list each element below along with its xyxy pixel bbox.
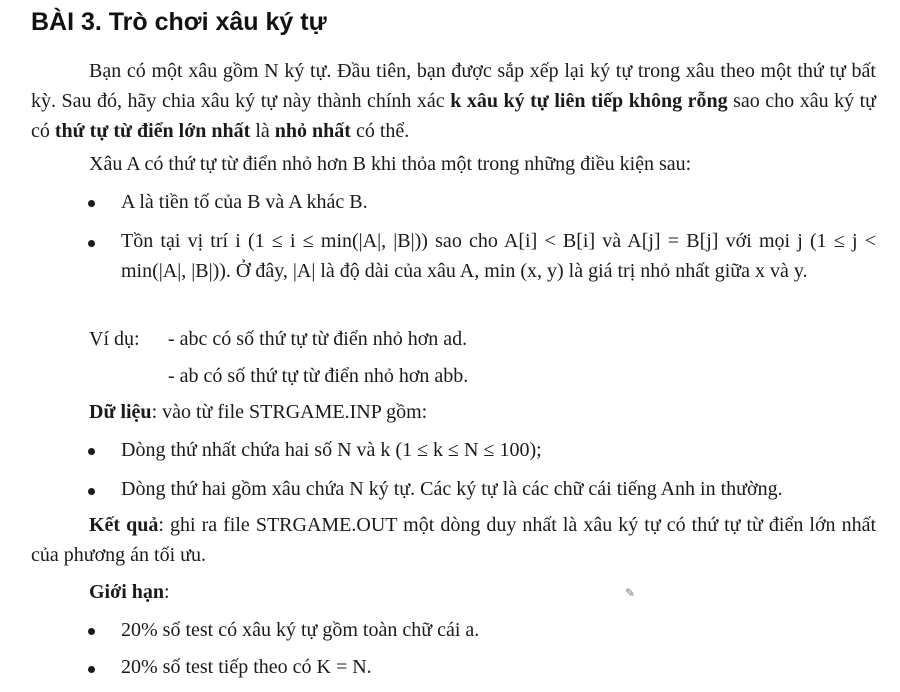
condition-2: Tồn tại vị trí i (1 ≤ i ≤ min(|A|, |B|)) sao cho A[i] < B[i] và A[j] = B[j] với mọi j (1 ≤ j < min(|A|, |B|)). Ở đây, |A| là độ dài của xâu A, min (x, y) là giá trị nhỏ nhất giữa x và y. xyxy=(121,230,876,282)
intro-text-mid2: là xyxy=(255,120,270,142)
output-paragraph xyxy=(31,510,876,570)
intro-text-mid: sao cho xâu ký tự có xyxy=(31,90,877,142)
bullet-dot xyxy=(88,666,95,673)
output-label: Kết quả xyxy=(89,514,159,536)
intro-bold-largest: thứ tự từ điển lớn nhất xyxy=(54,120,251,142)
bullet-dot xyxy=(88,240,95,247)
intro-k-bold: k xâu ký tự liên tiếp không rỗng xyxy=(450,90,728,112)
bullet-dot xyxy=(88,488,95,495)
intro-bold-smallest: nhỏ nhất xyxy=(274,120,351,142)
output-text: : ghi ra file STRGAME.OUT một dòng duy nhất là xâu ký tự có thứ tự từ điển lớn nhất của phương án tối ưu. xyxy=(31,514,877,566)
lex-definition: Xâu A có thứ tự từ điển nhỏ hơn B khi thỏa một trong những điều kiện sau: xyxy=(89,153,692,175)
condition-1: A là tiền tố của B và A khác B. xyxy=(121,191,368,213)
input-item-2: Dòng thứ hai gồm xâu chứa N ký tự. Các ký tự là các chữ cái tiếng Anh in thường. xyxy=(121,478,783,500)
example-label: Ví dụ: xyxy=(89,328,140,350)
intro-text-end: có thể. xyxy=(355,120,410,142)
bullet-dot xyxy=(88,448,95,455)
limits-heading xyxy=(89,577,170,607)
input-label: Dữ liệu xyxy=(89,401,152,423)
limits-label: Giới hạn xyxy=(89,581,164,603)
scan-smudge-icon: ✎ xyxy=(625,586,636,600)
limits-colon: : xyxy=(164,581,170,603)
example-line-2: - ab có số thứ tự từ điển nhỏ hơn abb. xyxy=(168,365,469,387)
page-title: BÀI 3. Trò chơi xâu ký tự xyxy=(31,8,327,36)
input-heading xyxy=(89,397,427,427)
bullet-dot xyxy=(88,628,95,635)
example-line-1: - abc có số thứ tự từ điển nhỏ hơn ad. xyxy=(168,328,468,350)
limit-item-2: 20% số test tiếp theo có K = N. xyxy=(121,656,372,678)
intro-text: Bạn có một xâu gồm N ký tự. Đầu tiên, bạn được sắp xếp lại ký tự trong xâu theo một thứ tự bất kỳ. Sau đó, hãy chia xâu ký tự này thành chính xác xyxy=(31,60,876,112)
bullet-dot xyxy=(88,200,95,207)
limit-item-1: 20% số test có xâu ký tự gồm toàn chữ cái a. xyxy=(121,619,480,641)
input-text: : vào từ file STRGAME.INP gồm: xyxy=(151,401,428,423)
intro-paragraph xyxy=(31,56,876,146)
input-item-1: Dòng thứ nhất chứa hai số N và k (1 ≤ k ≤ N ≤ 100); xyxy=(121,439,542,461)
